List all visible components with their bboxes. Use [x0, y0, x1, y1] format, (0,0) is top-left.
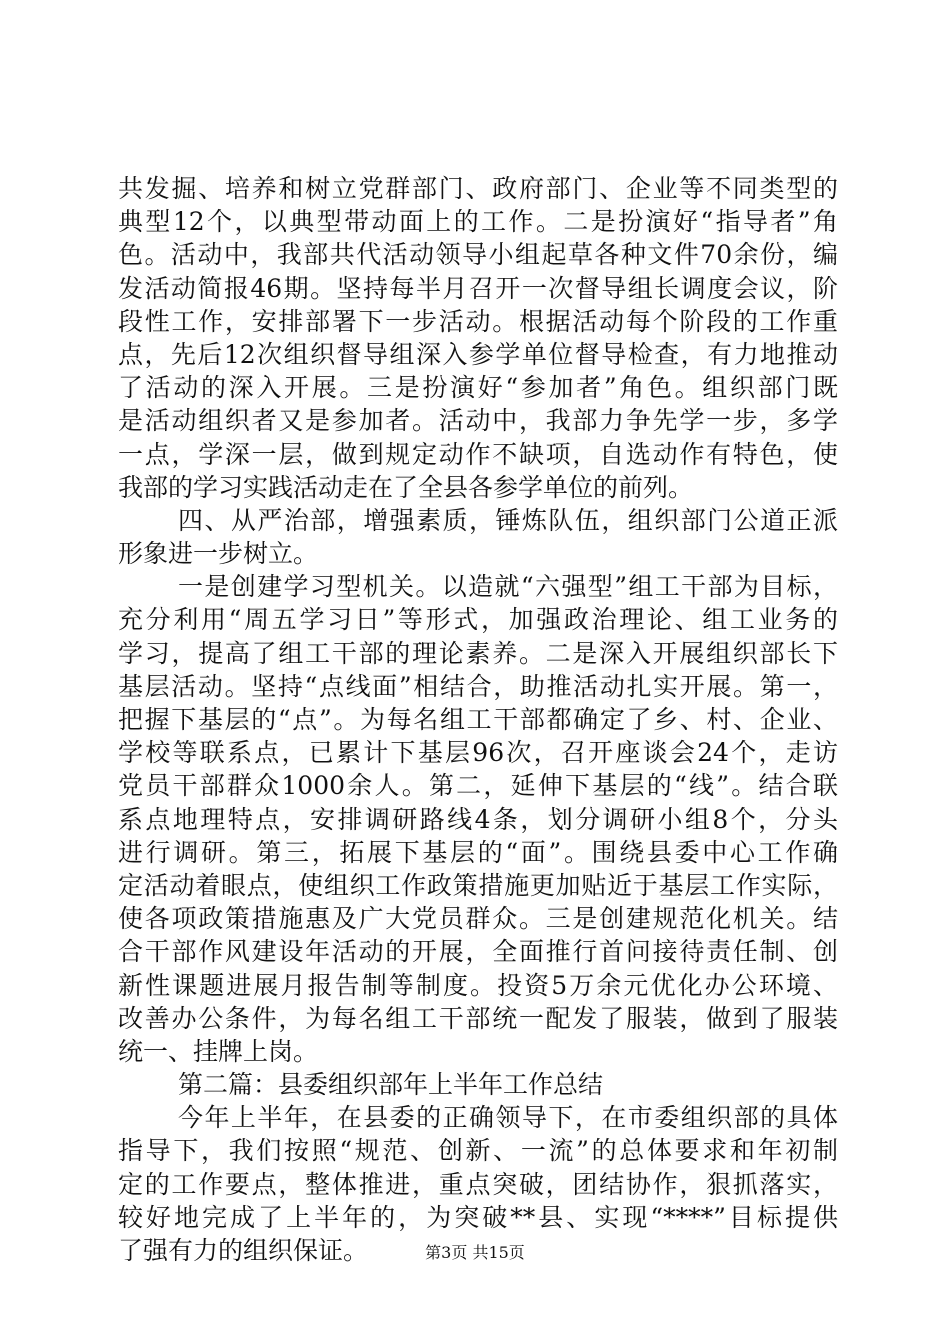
page-number-footer: 第3页 共15页 [425, 1243, 525, 1262]
text-line: 改善办公条件，为每名组工干部统一配发了服装，做到了服装 [118, 1003, 838, 1033]
text-line: 是活动组织者又是参加者。活动中，我部力争先学一步，多学 [118, 406, 838, 436]
text-line: 定的工作要点，整体推进，重点突破，团结协作，狠抓落实， [118, 1169, 838, 1199]
text-line: 党员干部群众1000余人。第二，延伸下基层的“线”。结合联 [118, 771, 838, 801]
chapter-title: 第二篇：县委组织部年上半年工作总结 [178, 1070, 604, 1100]
text-line: 进行调研。第三，拓展下基层的“面”。围绕县委中心工作确 [118, 837, 838, 867]
section-heading-line: 形象进一步树立。 [118, 539, 319, 569]
text-line: 定活动着眼点，使组织工作政策措施更加贴近于基层工作实际， [118, 870, 838, 900]
text-line: 段性工作，安排部署下一步活动。根据活动每个阶段的工作重 [118, 306, 838, 336]
text-line: 点，先后12次组织督导组深入参学单位督导检查，有力地推动 [118, 339, 838, 369]
text-line: 充分利用“周五学习日”等形式，加强政治理论、组工业务的 [118, 605, 838, 635]
text-line: 把握下基层的“点”。为每名组工干部都确定了乡、村、企业、 [118, 705, 838, 734]
text-line: 指导下，我们按照“规范、创新、一流”的总体要求和年初制 [118, 1136, 838, 1166]
text-line: 合干部作风建设年活动的开展，全面推行首问接待责任制、创 [118, 937, 838, 967]
text-line: 基层活动。坚持“点线面”相结合，助推活动扎实开展。第一， [118, 671, 838, 701]
text-line: 新性课题进展月报告制等制度。投资5万余元优化办公环境、 [118, 970, 838, 1000]
text-line: 了强有力的组织保证。 [118, 1236, 369, 1265]
text-line: 了活动的深入开展。三是扮演好“参加者”角色。组织部门既 [118, 373, 838, 403]
text-line: 系点地理特点，安排调研路线4条，划分调研小组8个，分头 [118, 804, 838, 834]
text-line: 使各项政策措施惠及广大党员群众。三是创建规范化机关。结 [118, 904, 838, 934]
text-line: 学校等联系点，已累计下基层96次，召开座谈会24个，走访 [118, 738, 838, 768]
text-line: 共发掘、培养和树立党群部门、政府部门、企业等不同类型的 [118, 174, 838, 203]
text-line: 色。活动中，我部共代活动领导小组起草各种文件70余份，编 [118, 240, 838, 270]
section-heading-line: 四、从严治部，增强素质，锤炼队伍，组织部门公道正派 [178, 505, 838, 535]
text-line: 统一、挂牌上岗。 [118, 1036, 319, 1066]
text-line: 一是创建学习型机关。以造就“六强型”组工干部为目标， [178, 572, 838, 602]
text-line: 较好地完成了上半年的，为突破**县、实现“****”目标提供 [118, 1202, 838, 1232]
document-body [118, 172, 838, 1267]
text-line: 我部的学习实践活动走在了全县各参学单位的前列。 [118, 472, 694, 502]
text-line: 发活动简报46期。坚持每半月召开一次督导组长调度会议，阶 [118, 273, 838, 303]
text-line: 一点，学深一层，做到规定动作不缺项，自选动作有特色，使 [118, 439, 838, 469]
text-line: 典型12个，以典型带动面上的工作。二是扮演好“指导者”角 [118, 207, 838, 237]
text-line: 学习，提高了组工干部的理论素养。二是深入开展组织部长下 [118, 638, 838, 668]
text-line: 今年上半年，在县委的正确领导下，在市委组织部的具体 [178, 1103, 838, 1133]
